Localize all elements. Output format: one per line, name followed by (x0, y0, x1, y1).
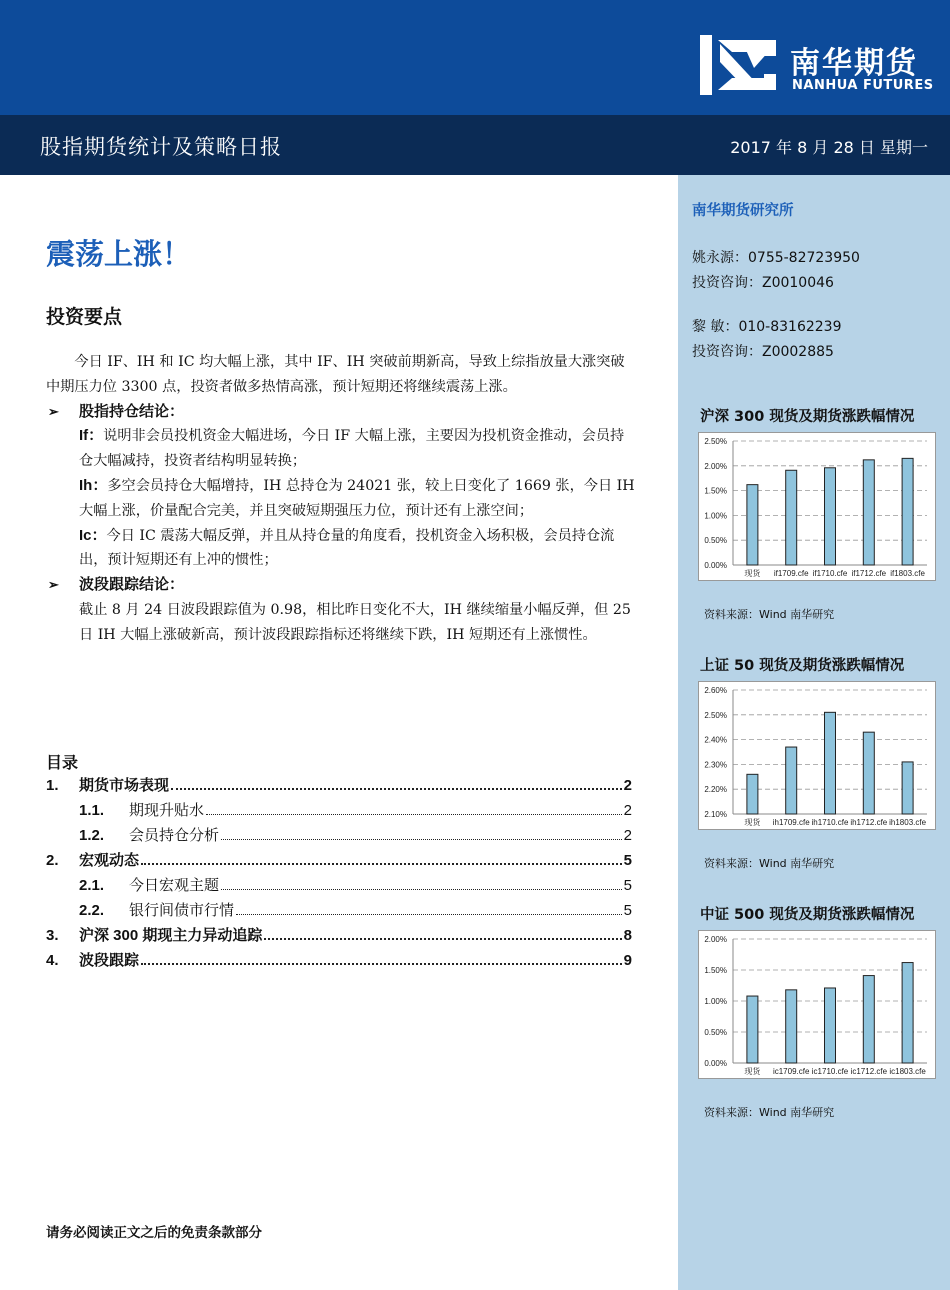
toc-leader (236, 913, 622, 915)
intro-paragraph: 今日 IF、IH 和 IC 均大幅上涨，其中 IF、IH 突破前期新高，导致上综指放量大涨突破中期压力位 3300 点，投资者做多热情高涨，预计短期还将继续震荡上涨。 (46, 354, 625, 395)
y-tick-label: 0.50% (704, 1028, 727, 1037)
bar (825, 988, 836, 1063)
x-tick-label: ic1712.cfe (850, 1067, 888, 1076)
if-text: 说明非会员投机资金大幅进场，今日 IF 大幅上涨，主要因为投机资金推动，会员持仓大幅减持，投资者结构明显转换； (79, 428, 625, 470)
toc-page: 2 (623, 777, 632, 794)
bullet-wave-conclusion (46, 573, 636, 598)
toc-text: 沪深 300 期现主力异动追踪 (79, 927, 263, 944)
chart-source-zz500: 资料来源：Wind 南华研究 (704, 1106, 835, 1119)
toc-num: 1.2. (79, 827, 105, 844)
bar (825, 712, 836, 814)
x-tick-label: 现货 (744, 1067, 761, 1076)
y-tick-label: 2.30% (704, 760, 727, 770)
analyst-1: 姚永源：0755-82723950 (692, 250, 860, 266)
chart-zz500 (698, 930, 936, 1079)
toc-text: 宏观动态 (79, 852, 140, 869)
toc-text: 期现升贴水 (129, 802, 205, 819)
x-tick-label: ic1803.cfe (889, 1067, 926, 1076)
headline: 震荡上涨！ (46, 237, 192, 271)
toc-text: 会员持仓分析 (129, 827, 220, 844)
ic-paragraph (46, 524, 636, 574)
bar (863, 460, 874, 565)
x-tick-label: ic1709.cfe (772, 1067, 810, 1076)
x-tick-label: if1803.cfe (890, 569, 925, 578)
chart-title-hs300: 沪深 300 现货及期货涨跌幅情况 (700, 409, 915, 425)
x-tick-label: ih1710.cfe (811, 818, 849, 827)
arrow-bullet-icon: ➢ (48, 403, 59, 419)
toc-num: 2. (46, 852, 59, 869)
toc-text: 银行间债市行情 (129, 902, 235, 919)
toc-leader (221, 838, 622, 840)
section-title: 投资要点 (46, 306, 123, 328)
bar (863, 976, 874, 1063)
analyst-2: 黎 敏：010-83162239 (692, 319, 842, 335)
nanhua-logo-icon (698, 32, 778, 98)
table-of-contents (46, 774, 632, 974)
if-label: If： (79, 427, 104, 445)
toc-page: 9 (623, 952, 632, 969)
toc-item[interactable] (46, 874, 632, 899)
toc-leader (264, 937, 621, 940)
bar (786, 470, 797, 565)
toc-item[interactable] (46, 849, 632, 874)
report-title-bar (0, 115, 950, 175)
toc-item[interactable] (46, 924, 632, 949)
wave-paragraph: 截止 8 月 24 日波段跟踪值为 0.98，相比昨日变化不大，IH 继续缩量小幅反弹，但 25 日 IH 大幅上涨破新高，预计波段跟踪指标还将继续下跌，IH 短期还有上涨惯性。 (79, 601, 631, 643)
bar (747, 996, 758, 1063)
y-tick-label: 2.20% (704, 785, 727, 795)
toc-leader (141, 962, 622, 965)
bullet-position-conclusion (46, 400, 636, 425)
institute-name: 南华期货研究所 (692, 203, 794, 219)
bar (825, 468, 836, 565)
toc-num: 3. (46, 927, 59, 944)
toc-num: 1.1. (79, 802, 105, 819)
report-date: 2017 年 8 月 28 日 星期一 (730, 138, 928, 157)
chart-source-hs300: 资料来源：Wind 南华研究 (704, 608, 835, 621)
chart-sz50 (698, 681, 936, 830)
y-tick-label: 2.60% (704, 686, 727, 695)
y-tick-label: 1.50% (704, 966, 727, 975)
toc-page: 8 (623, 927, 632, 944)
toc-page: 5 (623, 877, 632, 894)
y-tick-label: 0.00% (704, 1059, 727, 1068)
y-tick-label: 2.50% (704, 710, 727, 720)
toc-item[interactable] (46, 799, 632, 824)
x-tick-label: ih1709.cfe (772, 818, 810, 827)
y-tick-label: 2.00% (704, 935, 727, 944)
bar (747, 485, 758, 565)
toc-leader (206, 813, 622, 815)
toc-text: 波段跟踪 (79, 952, 140, 969)
x-tick-label: if1709.cfe (773, 569, 809, 578)
toc-num: 2.1. (79, 877, 105, 894)
key-points-body (46, 350, 636, 648)
bar (902, 762, 913, 814)
toc-item[interactable] (46, 774, 632, 799)
bar (902, 458, 913, 565)
toc-page: 5 (623, 902, 632, 919)
toc-leader (221, 888, 622, 890)
toc-page: 2 (623, 802, 632, 819)
toc-num: 4. (46, 952, 59, 969)
chart-title-sz50: 上证 50 现货及期货涨跌幅情况 (700, 658, 905, 674)
x-tick-label: 现货 (744, 818, 761, 827)
y-tick-label: 0.50% (704, 536, 727, 546)
bar (863, 732, 874, 814)
license-2: 投资咨询：Z0002885 (692, 344, 834, 360)
toc-leader (141, 862, 622, 865)
y-tick-label: 1.00% (704, 997, 727, 1006)
x-tick-label: ih1712.cfe (850, 818, 888, 827)
chart-source-sz50: 资料来源：Wind 南华研究 (704, 857, 835, 870)
header-banner (0, 0, 950, 115)
x-tick-label: ih1803.cfe (889, 818, 927, 827)
toc-page: 5 (623, 852, 632, 869)
ih-paragraph (46, 474, 636, 524)
x-tick-label: if1710.cfe (812, 569, 848, 578)
bar (902, 963, 913, 1063)
report-title: 股指期货统计及策略日报 (40, 135, 282, 159)
toc-num: 1. (46, 777, 59, 794)
x-tick-label: 现货 (744, 569, 761, 578)
toc-item[interactable] (46, 949, 632, 974)
brand-name-en: NANHUA FUTURES (792, 78, 934, 93)
bar (747, 774, 758, 814)
y-tick-label: 1.00% (704, 511, 727, 521)
ih-text: 多空会员持仓大幅增持，IH 总持仓为 24021 张，较上日变化了 1669 张，今日 IH 大幅上涨，价量配合完美，并且突破短期强压力位，预计还有上涨空间； (79, 477, 635, 519)
bullet-title: 波段跟踪结论： (79, 576, 185, 594)
toc-text: 期货市场表现 (79, 777, 170, 794)
y-tick-label: 0.00% (704, 561, 727, 570)
toc-item[interactable] (46, 824, 632, 849)
disclaimer-note: 请务必阅读正文之后的免责条款部分 (46, 1225, 262, 1241)
ic-text: 今日 IC 震荡大幅反弹，并且从持仓量的角度看，投机资金入场积极，会员持仓流出，预计短期还有上冲的惯性； (79, 527, 615, 569)
x-tick-label: if1712.cfe (851, 569, 887, 578)
x-tick-label: ic1710.cfe (811, 1067, 849, 1076)
y-tick-label: 1.50% (704, 486, 727, 496)
bar (786, 747, 797, 814)
arrow-bullet-icon: ➢ (48, 577, 59, 593)
chart-title-zz500: 中证 500 现货及期货涨跌幅情况 (700, 907, 915, 923)
y-tick-label: 2.10% (704, 810, 727, 819)
ih-label: Ih： (79, 476, 108, 494)
toc-page: 2 (623, 827, 632, 844)
toc-leader (171, 787, 622, 790)
license-1: 投资咨询：Z0010046 (692, 275, 834, 291)
toc-text: 今日宏观主题 (129, 877, 220, 894)
y-tick-label: 2.40% (704, 735, 727, 745)
toc-num: 2.2. (79, 902, 105, 919)
brand-name-cn: 南华期货 (790, 46, 918, 81)
bullet-title: 股指持仓结论： (79, 402, 185, 420)
ic-label: Ic： (79, 526, 107, 544)
y-tick-label: 2.00% (704, 461, 727, 471)
bar (786, 990, 797, 1063)
if-paragraph (46, 424, 636, 474)
y-tick-label: 2.50% (704, 437, 727, 446)
chart-hs300 (698, 432, 936, 581)
toc-item[interactable] (46, 899, 632, 924)
toc-title: 目录 (46, 753, 79, 772)
